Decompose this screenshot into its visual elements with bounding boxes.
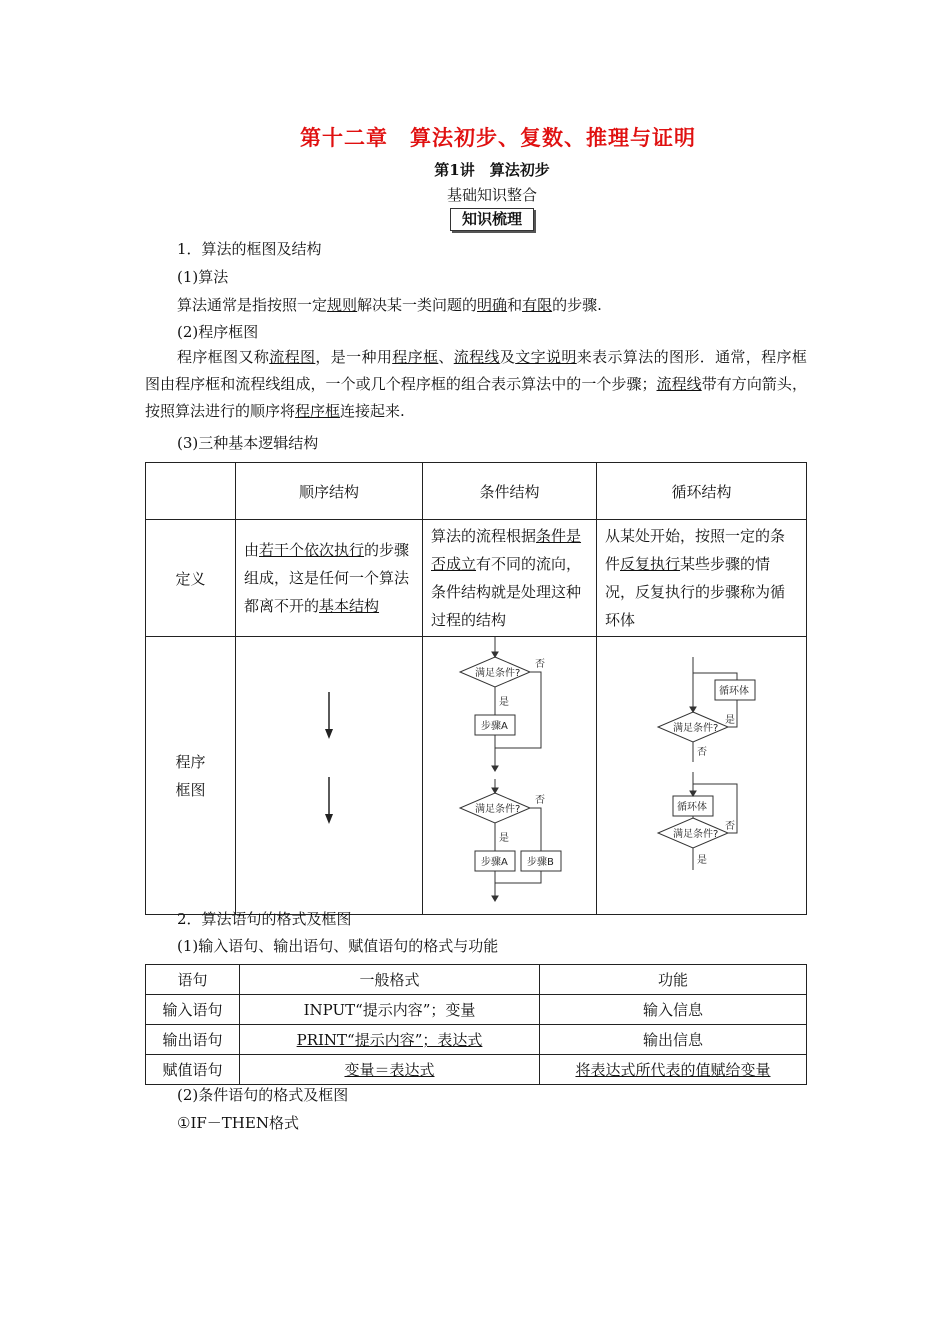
flowchart-paragraph: 程序框图又称流程图，是一种用程序框、流程线及文字说明来表示算法的图形．通常，程序框图由程序框和流程线组成，一个或几个程序框的组合表示算法中的一个步骤；流程线带有方向箭头，按照算法进行的顺序将程序框连接起来. (145, 348, 807, 420)
no-label-3: 否 (697, 747, 707, 758)
sequence-flowchart (236, 637, 422, 910)
table-corner (146, 463, 236, 520)
lecture-title: 第1讲 算法初步 (434, 161, 550, 179)
sec1-sub2: (2)程序框图 (177, 323, 259, 341)
statement-format: 变量＝表达式 (240, 1055, 540, 1085)
sec2-sub2: (2)条件语句的格式及框图 (177, 1086, 349, 1104)
section-title: 基础知识整合 (446, 186, 537, 204)
knowledge-badge: 知识梳理 (450, 208, 534, 231)
statement-function: 输入信息 (540, 995, 807, 1025)
sec2-sub2a: ①IF－THEN格式 (177, 1114, 299, 1132)
cond-label-3: 满足条件? (673, 723, 719, 734)
conditional-flowchart-cell (423, 637, 597, 915)
step-b-label: 步骤B (527, 857, 554, 868)
step-a-label-1: 步骤A (481, 721, 508, 732)
col-header-format: 一般格式 (240, 965, 540, 995)
sequence-definition: 由若干个依次执行的步骤组成，这是任何一个算法都离不开的基本结构 (236, 520, 423, 637)
table-row (146, 1055, 807, 1085)
loop-body-label-1: 循环体 (719, 686, 749, 697)
table-row (146, 1025, 807, 1055)
col-header-statement: 语句 (146, 965, 240, 995)
row-label-definition: 定义 (146, 520, 236, 637)
header-loop: 循环结构 (597, 463, 807, 520)
statement-name: 赋值语句 (146, 1055, 240, 1085)
loop-body-label-2: 循环体 (677, 802, 707, 813)
statement-function: 将表达式所代表的值赋给变量 (540, 1055, 807, 1085)
loop-flowchart (597, 637, 806, 910)
no-label-4: 否 (725, 821, 735, 832)
row-label-flowchart: 程序 框图 (146, 637, 236, 915)
statement-format: INPUT“提示内容”；变量 (240, 995, 540, 1025)
sec2-heading: 2．算法语句的格式及框图 (177, 910, 352, 928)
table-row (146, 995, 807, 1025)
cond-label-2: 满足条件? (475, 804, 521, 815)
yes-label-3: 是 (725, 715, 735, 726)
no-label-2: 否 (535, 795, 545, 806)
loop-flowchart-cell (597, 637, 807, 915)
sequence-flowchart-cell (236, 637, 423, 915)
sec2-sub1: (1)输入语句、输出语句、赋值语句的格式与功能 (177, 937, 499, 955)
yes-label-1: 是 (499, 697, 509, 708)
structures-table (145, 462, 807, 915)
statement-name: 输入语句 (146, 995, 240, 1025)
cond-label-4: 满足条件? (673, 829, 719, 840)
sec1-heading: 1．算法的框图及结构 (177, 240, 322, 258)
statement-function: 输出信息 (540, 1025, 807, 1055)
yes-label-2: 是 (499, 833, 509, 844)
sec1-sub3: (3)三种基本逻辑结构 (177, 434, 319, 452)
algorithm-definition: 算法通常是指按照一定规则解决某一类问题的明确和有限的步骤. (177, 296, 602, 314)
conditional-definition: 算法的流程根据条件是否成立有不同的流向，条件结构就是处理这种过程的结构 (423, 520, 597, 637)
yes-label-4: 是 (697, 855, 707, 866)
statements-table (145, 964, 807, 1085)
sec1-sub1: (1)算法 (177, 268, 229, 286)
header-conditional: 条件结构 (423, 463, 597, 520)
header-sequence: 顺序结构 (236, 463, 423, 520)
chapter-title: 第十二章 算法初步、复数、推理与证明 (300, 126, 696, 150)
cond-label-1: 满足条件? (475, 668, 521, 679)
arrow-down-icon (325, 814, 333, 824)
col-header-function: 功能 (540, 965, 807, 995)
step-a-label-2: 步骤A (481, 857, 508, 868)
statement-format: PRINT“提示内容”；表达式 (240, 1025, 540, 1055)
conditional-flowchart (423, 637, 596, 910)
arrow-down-icon (325, 729, 333, 739)
no-label-1: 否 (535, 659, 545, 670)
statement-name: 输出语句 (146, 1025, 240, 1055)
loop-definition: 从某处开始，按照一定的条件反复执行某些步骤的情况，反复执行的步骤称为循环体 (597, 520, 807, 637)
